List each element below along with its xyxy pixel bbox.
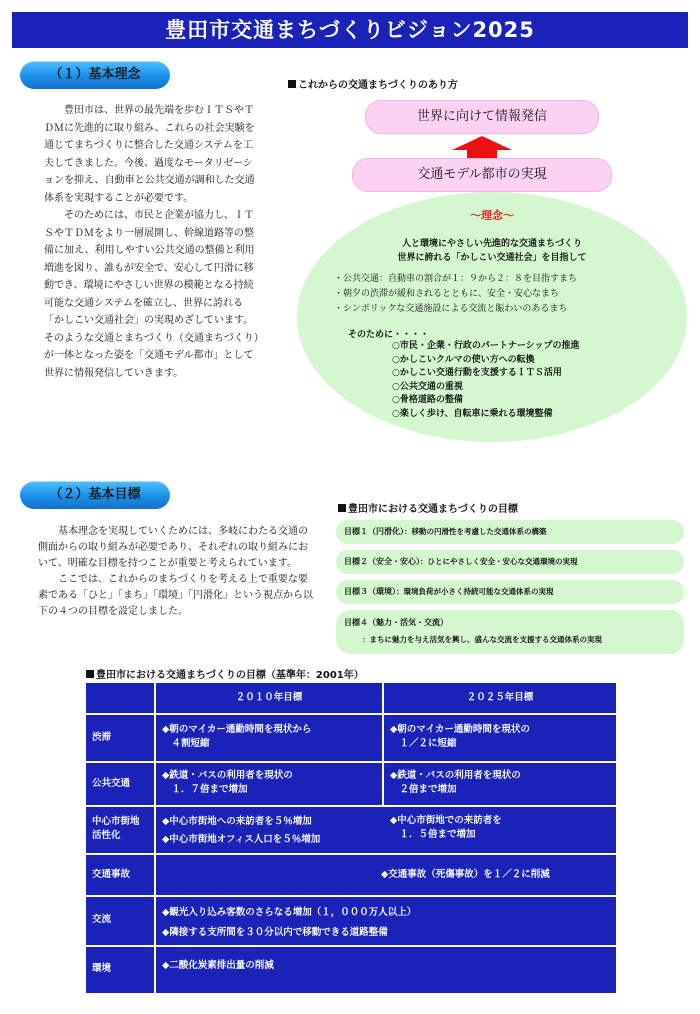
table-divider xyxy=(86,895,616,897)
row-span: ◆観光入り込み客数のさらなる増加（１，０００万人以上） ◆隣接する支所間を３０分以内で移動できる道路整備 xyxy=(162,907,417,938)
vision-title: これからの交通まちづくりのあり方 xyxy=(288,76,458,91)
table-divider xyxy=(86,853,616,855)
means-item: ○かしこい交通行動を支援するＩＴＳ活用 xyxy=(392,368,562,379)
means-item: ○かしこいクルマの使い方への転換 xyxy=(392,354,535,365)
row-category: 交流 xyxy=(92,914,112,925)
page-title: 豊田市交通まちづくりビジョン2025 xyxy=(12,12,688,48)
means-list xyxy=(392,340,580,422)
section2-paragraph-1: 基本理念を実現していくためには、多岐にわたる交通の側面からの取り組みが必要であり、それぞれの取り組みにおいて、明確な目標を持つことが重要と考えられています。 xyxy=(38,526,308,569)
row-2025: ◆鉄道・バスの利用者を現状の ２倍まで増加 xyxy=(390,770,521,795)
row-category: 交通事故 xyxy=(92,869,131,880)
means-item: ○公共交通の重視 xyxy=(392,381,463,392)
means-item: ○楽しく歩け、自転車に乗れる環境整備 xyxy=(392,408,553,419)
header-2010: ２０１０年目標 xyxy=(235,692,303,703)
concept-bullet: ・朝夕の渋滞が緩和されるとともに、安全・安心なまち xyxy=(334,289,560,299)
section1-paragraph-1: 豊田市は、世界の最先端を歩むＩＴＳやＴＤＭに先進的に取り組み、これらの社会実験を通じてまちづくりに整合した交通システムを工夫してきました。今後、過度なモータリゼーションを抑え、自動車と公共交通が調和した交通体系を実現することが必要です。 xyxy=(44,105,255,204)
goals-title: 豊田市における交通まちづくりの目標 xyxy=(338,500,518,515)
row-category: 公共交通 xyxy=(92,778,131,789)
concept-label: ～理念～ xyxy=(470,209,514,222)
vision-middle-box: 交通モデル都市の実現 xyxy=(352,158,612,192)
square-bullet-icon xyxy=(338,504,346,512)
arrow-stem xyxy=(467,150,497,158)
target-table xyxy=(86,683,616,993)
section2-paragraph-2: ここでは、これからのまちづくりを考える上で重要な要素である「ひと」「まち」「環境」「円滑化」という視点から以下の４つの目標を設定しました。 xyxy=(38,574,313,617)
row-span: ◆交通事故（死傷事故）を１／２に削減 xyxy=(381,869,550,880)
table-divider xyxy=(86,761,616,763)
square-bullet-icon xyxy=(288,80,296,88)
arrow-up-icon xyxy=(452,136,512,150)
row-2025: ◆朝のマイカー通勤時間を現状の １／２に短縮 xyxy=(390,724,530,749)
row-category: 環境 xyxy=(92,963,112,974)
square-bullet-icon xyxy=(86,670,94,678)
row-2025: ◆中心市街地での来訪者を １．５倍まで増加 xyxy=(390,815,502,840)
table-divider xyxy=(86,805,616,807)
goal-item-4: 目標４（魅力・活気・交流） ：まちに魅力を与え活気を興し、盛んな交流を支援する交通体系の実現 xyxy=(336,610,684,654)
section2-heading: （２）基本目標 xyxy=(20,481,170,509)
row-span: ◆二酸化炭素排出量の削減 xyxy=(162,960,274,971)
table-divider xyxy=(86,945,616,947)
row-2010: ◆朝のマイカー通勤時間を現状から ４割短縮 xyxy=(162,724,312,749)
means-label: そのために・・・・ xyxy=(348,330,430,340)
concept-line-2: 世界に誇れる「かしこい交通社会」を目指して xyxy=(397,253,587,263)
row-category: 中心市街地 活性化 xyxy=(92,816,140,841)
row-category: 渋滞 xyxy=(92,732,112,743)
section2-body xyxy=(38,524,316,620)
table-divider xyxy=(86,713,616,715)
concept-bullet: ・シンボリックな交通施設による交流と賑わいのあるまち xyxy=(334,304,568,314)
row-2010: ◆鉄道・バスの利用者を現状の １．７倍まで増加 xyxy=(162,770,293,795)
concept-bullet: ・公共交通：自動車の割合が１：９から２：８を目指すまち xyxy=(334,274,578,284)
goal-item-2: 目標２（安全・安心）：ひとにやさしく安全・安心な交通環境の実現 xyxy=(336,550,684,574)
header-2025: ２０２５年目標 xyxy=(466,692,534,703)
section1-body xyxy=(44,102,262,382)
means-item: ○骨格道路の整備 xyxy=(392,395,463,406)
section1-heading: （１）基本理念 xyxy=(20,61,170,89)
row-2010: ◆中心市街地への来訪者を５％増加 ◆中心市街地オフィス人口を５％増加 xyxy=(162,816,321,845)
means-item: ○市民・企業・行政のパートナーシップの推進 xyxy=(392,341,580,351)
section1-paragraph-2: そのためには、市民と企業が協力し、ＩＴＳやＴＤＭをより一層展開し、幹線道路等の整備に加え、利用しやすい公共交通の整備と利用増進を図り、誰もが安全で、安心して円滑に移動でき、環境にやさしい世界の模範となる持続可能な交通システムを確立し、世界に誇れる「かしこい交通社会」の実現めざしています。そのような交通とまちづくり（交通まちづくり）が一体となった姿を「交通モデル都市」として世界に情報発信していきます。 xyxy=(44,210,259,379)
goal-item-3: 目標３（環境）：環境負荷が小さく持続可能な交通体系の実現 xyxy=(336,580,684,604)
vision-top-box: 世界に向けて情報発信 xyxy=(365,100,599,134)
target-table-title: 豊田市における交通まちづくりの目標（基準年：2001年） xyxy=(86,666,364,681)
concept-bullets xyxy=(334,272,577,317)
concept-line-1: 人と環境にやさしい先進的な交通まちづくり xyxy=(402,239,582,249)
goal-item-1: 目標１（円滑化）：移動の円滑性を考慮した交通体系の構築 xyxy=(336,520,684,544)
